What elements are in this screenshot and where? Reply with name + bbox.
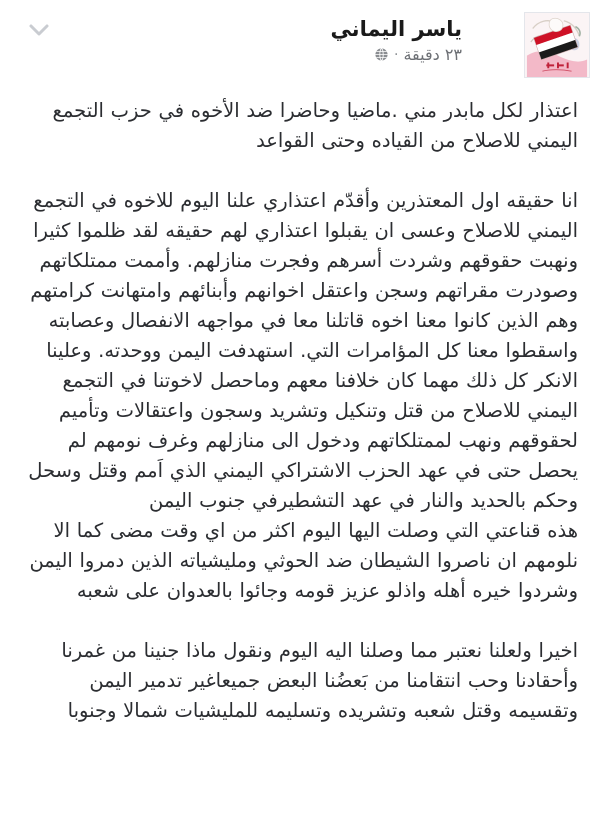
paragraph-spacer <box>24 156 578 186</box>
post-paragraph: اعتذار لكل مابدر مني .ماضيا وحاضرا ضد الأخوه في حزب التجمع اليمني للاصلاح من القياده وحتى القواعد <box>52 99 578 152</box>
post-paragraph: هذه قناعتي التي وصلت اليها اليوم اكثر من اي وقت مضى كما الا نلومهم ان ناصروا الشيطان ضد الحوثي ومليشياته الذين دمروا اليمن وشردوا خيره أهله واذلو عزيز قومه وجائوا بالعدوان على شعبه <box>29 519 578 602</box>
author-name[interactable]: ياسر اليماني <box>330 17 462 41</box>
meta-separator: · <box>394 46 399 63</box>
post-header <box>0 0 600 86</box>
avatar[interactable] <box>524 12 590 78</box>
paragraph-spacer <box>24 606 578 636</box>
post-paragraph: اخيرا ولعلنا نعتبر مما وصلنا اليه اليوم ونقول ماذا جنينا من غمرنا وأحقادنا وحب انتقامنا من بَعضُنا البعض جميعاغير تدمير اليمن وتقسيمه وقتل شعبه وتشريده وتسليمه للمليشيات شمالا وجنوبا <box>61 639 578 722</box>
globe-icon[interactable] <box>374 47 389 62</box>
post-body <box>0 86 600 726</box>
post-meta <box>330 45 462 64</box>
post-paragraph: انا حقيقه اول المعتذرين وأقدّم اعتذاري علنا اليوم للاخوه في التجمع اليمني للاصلاح وعسى ان يقبلوا اعتذاري لهم حقيقه لقد ظلموا كثيرا ونهبت حقوقهم وشردت أسرهم وفجرت منازلهم. وأممت ممتلكاتهم وصودرت مقراتهم وسجن واعتقل اخوانهم وأبنائهم وامتهانت كرامتهم وهم الذين كانوا معنا اخوه قاتلنا معا في مواجهه الانفصال وعصابته واسقطوا معنا كل المؤامرات التي. استهدفت اليمن ووحدته. وعلينا الانكر كل ذلك مهما كان خلافنا معهم وماحصل لاخوتنا في التجمع اليمني للاصلاح من قتل وتنكيل وتشريد وسجون واعتقالات وتأميم لحقوقهم ونهب لممتلكاتهم ودخول الى منازلهم وغرف نومهم لم يحصل حتى في عهد الحزب الاشتراكي اليمني الذي اَمم وقتل وسحل وحكم بالحديد والنار في عهد التشطيرفي جنوب اليمن <box>28 189 578 512</box>
post-author-block <box>330 10 462 64</box>
post-timestamp[interactable]: ٢٣ دقيقة <box>403 45 462 65</box>
chevron-down-icon[interactable] <box>26 22 52 38</box>
